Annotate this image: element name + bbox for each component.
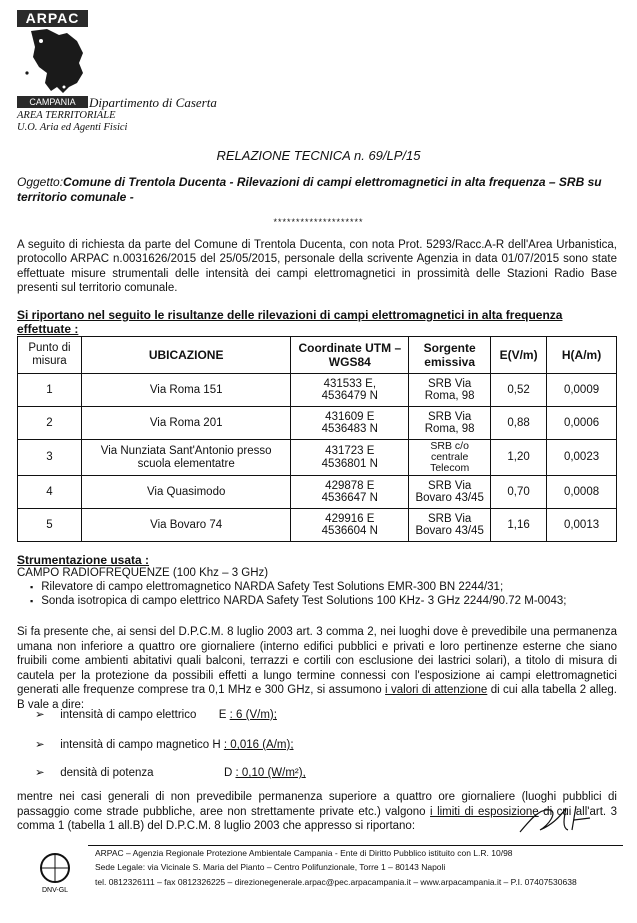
table-row (18, 509, 617, 542)
table-row (18, 407, 617, 440)
report-title: RELAZIONE TECNICA n. 69/LP/15 (216, 148, 421, 163)
cell-ubicazione: Via Nunziata Sant'Antonio presso scuola elementatre (81, 440, 290, 476)
cell-ubicazione: Via Bovaro 74 (81, 509, 290, 542)
instruments-list (30, 580, 566, 608)
cell-coordinate: 429916 E 4536604 N (291, 509, 409, 542)
limit-label: intensità di campo elettrico (60, 709, 197, 721)
limit-symbol: D (223, 767, 233, 779)
cell-punto: 1 (18, 374, 82, 407)
instruments-heading: Strumentazione usata : (17, 553, 150, 567)
col-header-e: E(V/m) (491, 337, 547, 374)
cell-h: 0,0006 (547, 407, 617, 440)
cell-coordinate: 429878 E 4536647 N (291, 476, 409, 509)
cell-punto: 5 (18, 509, 82, 542)
campania-map-icon (17, 27, 88, 96)
note-text: Si fa presente che, ai sensi del D.P.C.M. 8 luglio 2003 art. 3 comma 2, nei luoghi dove è prevedibile una permanenza umana non inferiore a quattro ore giornaliere (interno edifici pubblici e privati e loro pertinenze esterne che siano fruibili come ambienti abitativi quali balconi, terrazzi e cortili con esclusione dei lastrici solari), a titolo di misura di cautela per la protezione da possibili effetti a lungo termine connessi con l'esposizione ai campi elettromagnetici generati alle frequenze comprese tra 0,1 MHz e 300 GHz, si assumono (17, 626, 617, 696)
col-header-h: H(A/m) (547, 337, 617, 374)
closing-text: mentre nei casi generali di non prevedibile permanenza superiore a quattro ore giornaliere (luoghi pubblici di passaggio come strade pubbliche, aree non strettamente private etc.) valgono (17, 791, 617, 818)
arrow-right-icon: ➢ (35, 767, 45, 779)
instruments-range: CAMPO RADIOFREQUENZE (100 Khz – 3 GHz) (17, 567, 269, 579)
cell-e: 1,20 (491, 440, 547, 476)
table-header-row (18, 337, 617, 374)
col-header-ubicazione: UBICAZIONE (81, 337, 290, 374)
footer-line-1: ARPAC – Agenzia Regionale Protezione Ambientale Campania - Ente di Diritto Pubblico istituito con L.R. 10/98 (95, 848, 513, 858)
note-underlined: i valori di attenzione (385, 684, 488, 696)
cell-e: 0,52 (491, 374, 547, 407)
cell-h: 0,0013 (547, 509, 617, 542)
subject-label: Oggetto: (17, 175, 64, 189)
arpac-logo (17, 10, 88, 108)
cell-h: 0,0009 (547, 374, 617, 407)
col-header-punto: Punto di misura (18, 337, 82, 374)
limit-value: : 0,10 (W/m²), (235, 767, 306, 779)
intro-paragraph: A seguito di richiesta da parte del Comune di Trentola Ducenta, con nota Prot. 5293/Racc.A-R dell'Area Urbanistica, protocollo ARPAC n.0031626/2015 del 25/05/2015, personale della scrivente Agenzia in data 01/07/2015 sono state effettuate misure strumentali delle intensità dei campi elettromagnetici in prossimità delle Stazioni Radio Base presenti sul territorio comunale. (17, 239, 617, 294)
note-tail: di cui alla tabella 2 alleg. B vale a dire: (17, 684, 617, 711)
cell-coordinate: 431533 E, 4536479 N (291, 374, 409, 407)
limit-power (35, 765, 595, 779)
cell-h: 0,0008 (547, 476, 617, 509)
measurements-table (17, 336, 617, 542)
col-header-sorgente: Sorgente emissiva (409, 337, 491, 374)
cell-ubicazione: Via Roma 151 (81, 374, 290, 407)
cell-coordinate: 431723 E 4536801 N (291, 440, 409, 476)
limit-label: intensità di campo magnetico H (60, 739, 221, 751)
table-row (18, 440, 617, 476)
limit-value: : 6 (V/m); (229, 709, 277, 721)
list-item: ▪ Rilevatore di campo elettromagnetico NARDA Safety Test Solutions EMR-300 BN 2244/31; (30, 580, 566, 594)
cell-punto: 3 (18, 440, 82, 476)
cell-ubicazione: Via Quasimodo (81, 476, 290, 509)
subject (17, 175, 617, 205)
cell-ubicazione: Via Roma 201 (81, 407, 290, 440)
area-name: AREA TERRITORIALE (17, 110, 116, 121)
subject-text: Comune di Trentola Ducenta - Rilevazioni di campi elettromagnetici in alta frequenza – SRB su territorio comunale - (17, 175, 602, 204)
list-item: ▪ Sonda isotropica di campo elettrico NARDA Safety Test Solutions 100 KHz- 3 GHz 2244/90.72 M-0043; (30, 594, 566, 608)
cell-sorgente: SRB Via Roma, 98 (409, 407, 491, 440)
footer-line-3: tel. 0812326111 – fax 0812326225 – direzionegenerale.arpac@pec.arpacampania.it – www.arpacampania.it – P.I. 07407530638 (95, 877, 577, 887)
cell-sorgente: SRB c/o centrale Telecom (409, 440, 491, 476)
dnv-certification-logo (32, 848, 78, 894)
cell-e: 0,88 (491, 407, 547, 440)
closing-underlined: i limiti di esposizione (430, 805, 539, 818)
arrow-right-icon: ➢ (35, 739, 45, 751)
logo-title: ARPAC (17, 10, 88, 27)
cell-sorgente: SRB Via Bovaro 43/45 (409, 476, 491, 509)
note-paragraph (17, 625, 617, 712)
department-name: Dipartimento di Caserta (89, 95, 217, 110)
cell-coordinate: 431609 E 4536483 N (291, 407, 409, 440)
table-row (18, 374, 617, 407)
limit-symbol: E (218, 709, 227, 721)
results-heading: Si riportano nel seguito le risultanze delle rilevazioni di campi elettromagnetici in alta frequenza effettuate : (17, 308, 563, 336)
unit-name: U.O. Aria ed Agenti Fisici (17, 122, 128, 133)
footer-line-2: Sede Legale: via Vicinale S. Maria del Pianto – Centro Polifunzionale, Torre 1 – 80143 Napoli (95, 862, 446, 872)
signature (510, 800, 600, 840)
cell-punto: 2 (18, 407, 82, 440)
limit-electric (35, 707, 595, 721)
closing-tail: di cui all'art. 3 comma 1 (tabella 1 all.B) del D.P.C.M. 8 luglio 2003 che appresso si riportano: (17, 805, 617, 832)
cell-h: 0,0023 (547, 440, 617, 476)
cert-logo-text: DNV-GL (41, 887, 69, 894)
logo-subtitle: CAMPANIA (17, 96, 88, 108)
separator: ******************** (273, 217, 364, 227)
footer-divider (88, 845, 623, 846)
limit-magnetic (35, 737, 595, 751)
cell-punto: 4 (18, 476, 82, 509)
arrow-right-icon: ➢ (35, 709, 45, 721)
cell-e: 1,16 (491, 509, 547, 542)
cell-sorgente: SRB Via Bovaro 43/45 (409, 509, 491, 542)
col-header-coordinate: Coordinate UTM – WGS84 (291, 337, 409, 374)
cell-sorgente: SRB Via Roma, 98 (409, 374, 491, 407)
table-row (18, 476, 617, 509)
cell-e: 0,70 (491, 476, 547, 509)
limit-label: densità di potenza (60, 767, 154, 779)
limit-value: : 0,016 (A/m); (223, 739, 294, 751)
